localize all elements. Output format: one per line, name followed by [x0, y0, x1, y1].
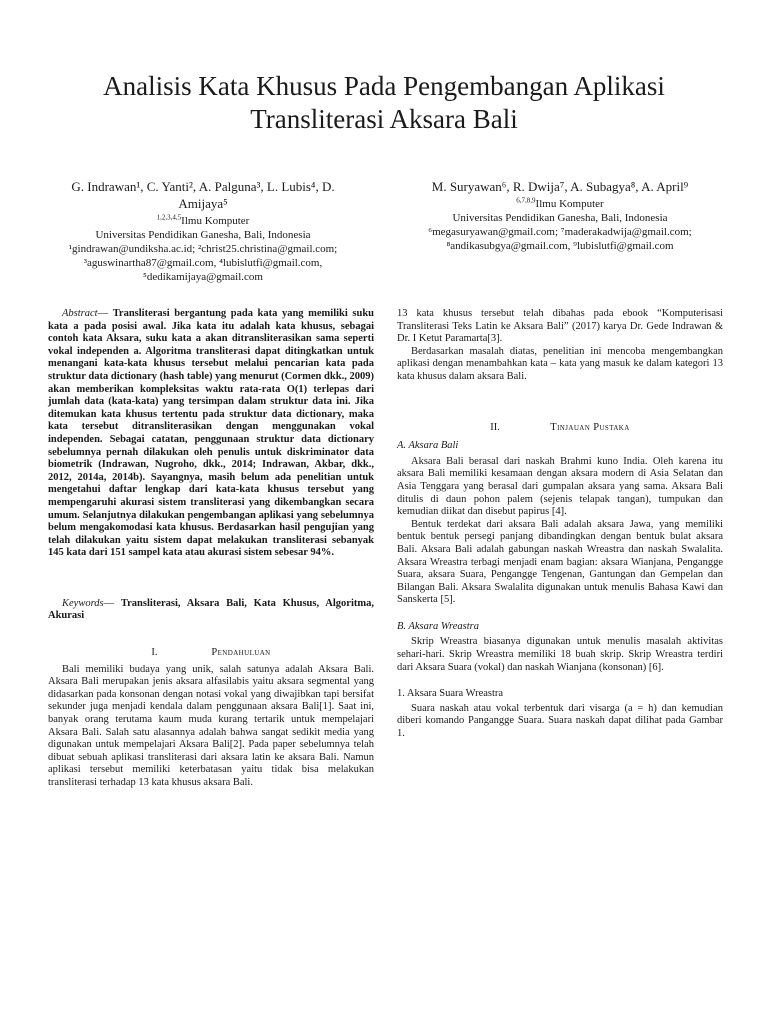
subsubsection-1-paragraph: Suara naskah atau vokal terbentuk dari visarga (a = h) dan kemudian diberi komando Pangangge Suara. Suara naskah dapat dilihat pada Gambar 1. [397, 702, 723, 740]
subsection-a-heading: A. Aksara Bali [397, 440, 459, 452]
university-right: Universitas Pendidikan Ganesha, Bali, Indonesia [452, 212, 668, 224]
section-heading-1 [48, 647, 374, 660]
abstract-label: Abstract [62, 308, 98, 319]
subsection-a-paragraph-2: Bentuk terdekat dari aksara Bali adalah aksara Jawa, yang memiliki bentuk bentuk persegi panjang dibandingkan dengan bentuk bulat aksara Bali. Aksara Bali adalah gabungan naskah Wreastra dan naskah Swalalita. Aksara Wreastra terbagi menjadi enam bagian: aksara Wianjana, Pengangge Suara, aksara Suara, Pengangge Tengenan, Gantungan dan Gempelan dan Bilangan Bali. Aksara Swalalita digunakan untuk menulis Bahasa Kawi dan Sanskerta [5]. [397, 518, 723, 606]
email-line-1-left: ¹gindrawan@undiksha.ac.id; ²christ25.christina@gmail.com; [68, 243, 338, 255]
keywords-dash: — [103, 597, 115, 609]
email-line-2-left: ³aguswinartha87@gmail.com, ⁴lubislutfi@gmail.com, [83, 257, 323, 269]
section-1-paragraph-1: Bali memiliki budaya yang unik, salah satunya adalah Aksara Bali. Aksara Bali merupakan jenis aksara alfasilabis yaitu aksara segmental yang didasarkan pada konsonan dengan notasi vokal yang diwajibkan tapi bersifat sekunder juga menjadi kendala dalam penggunaan aksara Bali[1]. Saat ini, banyak orang terutama kaum muda kurang tertarik untuk mempelajari Aksara Bali. Salah satu alasannya adalah bahwa sangat sedikit media yang digunakan untuk mempelajari Aksara Bali[2]. Pada paper sebelumnya telah dibuat sebuah aplikasi transliterasi dari aksara latin ke aksara Bali. Namun aplikasi tersebut memiliki keterbatasan yaitu tidak bisa melakukan transliterasi terhadap 13 kata khusus aksara Bali. [48, 663, 374, 788]
dept-left: Ilmu Komputer [181, 215, 250, 227]
affiliation-dept-left [48, 214, 358, 228]
abstract-dash: — [97, 308, 109, 319]
subsection-b-paragraph-1: Skrip Wreastra biasanya digunakan untuk menulis masalah aktivitas sehari-hari. Skrip Wreastra memiliki 18 buah skrip. Skrip Wreastra terdiri dari Aksara Suara (vokal) dan naskah Wianjana (konsonan) [6]. [397, 636, 723, 673]
title-line-1: Analisis Kata Khusus Pada Pengembangan Aplikasi [103, 71, 665, 101]
paper-title [30, 70, 738, 136]
abstract [48, 308, 374, 560]
dept-right: Ilmu Komputer [535, 198, 604, 210]
affiliation-super-left: 1,2,3,4,5 [156, 213, 182, 222]
keywords [48, 598, 374, 623]
section-1-number: I. [151, 647, 158, 659]
author-names-right: M. Suryawan⁶, R. Dwija⁷, A. Subagya⁸, A. April⁹ [431, 179, 689, 194]
affiliation-super-right: 6,7,8,9 [516, 196, 536, 205]
keywords-label: Keywords [62, 597, 104, 609]
subsection-a-paragraph-1: Aksara Bali berasal dari naskah Brahmi kuno India. Oleh karena itu aksara Bali memiliki kesamaan dengan aksara modern di Asia Selatan dan Asia Tenggara yang berasal dari gumpalan aksara yang sama. Aksara Bali ditulis di daun pohon palem (sejenis telapak tangan), tumpukan dan kemudian diikat dan disebut papirus [4]. [397, 455, 723, 518]
right-column [397, 308, 723, 741]
section-1-title: Pendahuluan [211, 647, 271, 659]
affiliation-dept-right [400, 197, 720, 211]
email-line-1-right: ⁶megasuryawan@gmail.com; ⁷maderakadwija@gmail.com; [428, 226, 692, 238]
subsubsection-1-heading: 1. Aksara Suara Wreastra [397, 688, 504, 700]
title-line-2: Transliterasi Aksara Bali [250, 104, 518, 134]
email-line-2-right: ⁸andikasubgya@gmail.com, ⁹lubislutfi@gmail.com [446, 240, 674, 252]
email-line-3-left: ⁵dedikamijaya@gmail.com [143, 271, 263, 283]
author-names-left: G. Indrawan¹, C. Yanti², A. Palguna³, L. Lubis⁴, D. Amijaya⁵ [71, 179, 335, 211]
abstract-text: Transliterasi bergantung pada kata yang memiliki suku kata a pada posisi awal. Jika kata itu adalah kata khusus, sebagai contoh kata Aksara, suku kata a akan ditransliterasikan sama seperti vokal independen a. Algoritma transliterasi dapat ditingkatkan untuk menangani kata-kata khusus tersebut melalui pencarian kata pada struktur data dictionary (hash table) yang menurut (Cormen dkk., 2009) akan memberikan kompleksitas waktu rata-rata O(1) terlepas dari jumlah data (kata-kata) yang tersimpan dalam struktur data ini. Jika ditemukan kata khusus tertentu pada struktur data dictionary, maka kata tersebut ditransliterasikan dengan menggunakan vokal independen. Sebagai catatan, penggunaan struktur data dictionary sebelumnya pernah dilakukan oleh penulis untuk diskriminator data biometrik (Indrawan, Nugroho, dkk., 2014; Indrawan, Akbar, dkk., 2012, 2014a, 2014b). Sayangnya, masih belum ada penelitian untuk mengetahui daftar lengkap dari kata-kata khusus tersebut yang mempengaruhi akurasi sistem transliterasi yang dikembangkan secara umum. Selanjutnya dilakukan pengembangan aplikasi yang sebelumnya belum mengakomodasi kata khusus. Berdasarkan hasil pengujian yang telah dilakukan yaitu sistem dapat melakukan transliterasi sebanyak 145 kata dari 151 sampel kata atau akurasi sistem sebesar 94%. [48, 308, 375, 559]
author-block-right [400, 178, 720, 253]
section-heading-2 [397, 422, 723, 435]
section-2-title: Tinjauan Pustaka [550, 421, 630, 433]
author-block-left [48, 178, 358, 284]
section-2-number: II. [490, 421, 500, 433]
subsection-b-heading: B. Aksara Wreastra [397, 620, 479, 632]
left-column [48, 308, 374, 790]
section-1-paragraph-2: 13 kata khusus tersebut telah dibahas pada ebook “Komputerisasi Transliterasi Teks Latin ke Aksara Bali” (2017) karya Dr. Gede Indrawan & Dr. I Ketut Paramarta[3]. [397, 308, 723, 345]
university-left: Universitas Pendidikan Ganesha, Bali, Indonesia [95, 229, 311, 241]
section-1-paragraph-3: Berdasarkan masalah diatas, penelitian ini mencoba mengembangkan aplikasi dengan menambahkan kata – kata yang masuk ke dalam kategori 13 kata khusus dalam aksara Bali. [397, 345, 723, 382]
keywords-text: Transliterasi, Aksara Bali, Kata Khusus, Algoritma, Akurasi [48, 597, 374, 622]
